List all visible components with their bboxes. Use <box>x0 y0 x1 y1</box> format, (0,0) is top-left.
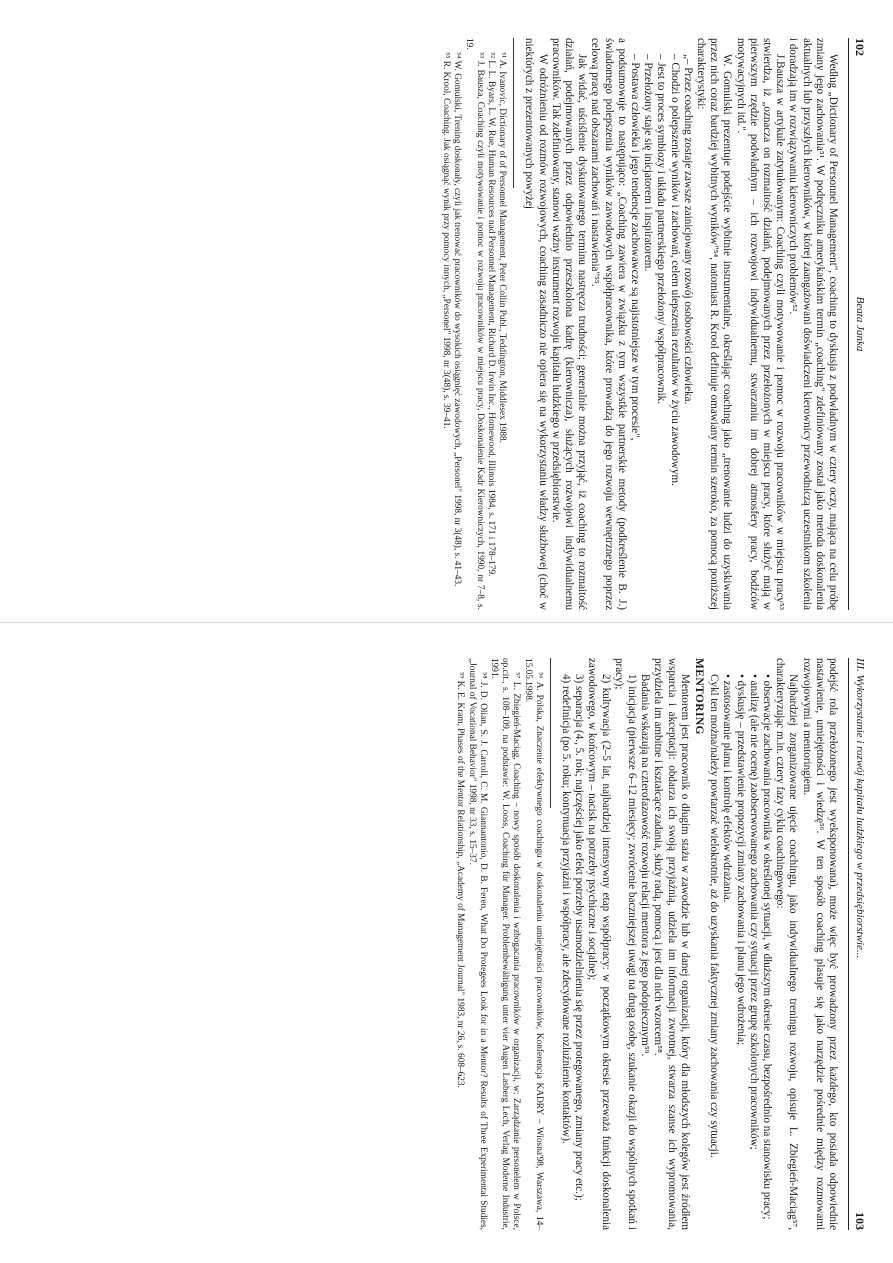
list-item: „– Przez coaching zostaje zawsze zainicjowany rozwój osobowości człowieka. <box>681 54 694 405</box>
paragraph: W. Gomulski prezentuje podejście wybitnie instrumentalne, określając coaching jako „trenowanie ludzi do uzyskiwania przez nich coraz bardziej wybitnych wyników"⁵⁴, natomiast R. Krool definiuje omawiany termin szeroko, za pomocą poniższej charakterystyki: <box>694 38 734 610</box>
list-item: 3) separacja (4., 5. rok; najczęściej jako efekt potrzeby usamodzielnienia się przez protegowanego, zmiany pracy etc.); <box>573 674 586 1201</box>
page-102 <box>0 22 893 622</box>
footnote: ⁵⁴ W. Gomulski, Trening doskonały, czyli jak trenować pracowników do wysokich osiągnięć zawodowych, „Personel" 1998, nr 3(48), s. 41–43. <box>452 52 463 587</box>
paragraph: W odróżnieniu od rozmów rozwojowych, coaching zasadniczo nie opiera się na wykorzystaniu władzy służbowej (choć w niektórych z prezentowanych powyżej <box>523 38 549 610</box>
page-body <box>454 658 839 1230</box>
footnotes <box>440 38 507 610</box>
page-fold <box>0 622 893 623</box>
paragraph: Według „Dictionary of Personnel Management", coaching to dyskusja z podwładnym w cztery oczy, mająca na celu próbę zmiany jego zachowania⁵¹. W podręczniku amerykańskim termin „coaching" zdefiniowany został jako metoda doskonalenia aktualnych lub przyszłych kierowników, w której zaangażowani doświadczeni kierownicy przewodniczą uczestnikom szkolenia i doradzają im w rozwiązywaniu kierowniczych problemów⁵². <box>787 38 839 610</box>
section-heading: MENTORING <box>692 658 705 735</box>
footnote-separator <box>513 38 514 188</box>
footnote-separator <box>550 658 551 808</box>
page-103 <box>0 642 893 1242</box>
running-head: III. Wykorzystanie i rozwój kapitału ludzkiego w przedsiębiorstwie... <box>854 658 866 959</box>
footnote: ⁵² L. L. Byars, L. W. Rue, Human Resources nad Personnel Management, Richard D. Irwin Inc., Homewood, Illinois 1984, s. 171 i 178–179. <box>485 52 496 577</box>
footnote: ⁵⁸ J. D. Olian, S. J. Carroll, C. M. Giannantonio, D. B. Feren, What Do Protegees Look for in a Mentor? Results of Three Experimental Studies, „Journal of Vocational Behavior" 1998, nr 33, s. 15–37. <box>466 658 488 1230</box>
list-item: 2) kultywacja (2–5 lat, najbardziej intensywny etap współpracy: w początkowym okresie przeważa funkcji doskonalenia zawodowego, w końcowym – nacisk na potrzeby psychiczne i socjalne); <box>586 658 612 1230</box>
footnote: ⁵⁷ L. Zbiegień-Maciąg, Coaching – nowy sposób doskonalenia i wzbogacania pracowników w organizacji, w: Zarządzanie personelem w Polsce, op.cit., s. 108–109, na podstawie: W. Looss, Coaching für Manager. Problembewältigung unter vier Augen Lasberg Lech, Verlag Moderne Industrie, 1991. <box>488 658 522 1230</box>
footnote: ⁵⁹ K. E. Kram, Phases of the Mentor Relationship, „Academy of Management Journal" 1983, nr 26, s. 608–623. <box>455 672 466 1088</box>
list-item: – Jest to proces symbiozy i układu partnerskiego przełożony/ współpracownik. <box>655 54 668 404</box>
footnote: ⁵⁵ R. Krool, Coaching. Jak osiągnąć wynik przy pomocy innych, „Personel" 1998, nr 3(48), s. 39–41. <box>441 52 452 429</box>
footnote: ⁵¹ A. Ivanovic, Dictionary of of Personnel Management, Peter Collin Publ., Teddington, Middlesex 1988. <box>497 52 508 443</box>
paragraph: J.Bausza w artykule zatytułowanym: Coaching czyli motywowanie i pomoc w rozwoju pracowników w miejscu pracy⁵³ stwierdza, iż „oznacza on rozmaitość działań, podejmowanych przez przełożonych w miejscu pracy, które służyć mają w pierwszym rzędzie podwładnym – ich rozwojowi indywidualnemu, stwarzaniu im dobrej atmosfery pracy, bodźców motywacyjnych itd.". <box>734 38 787 610</box>
footnote: ⁵³ J. Bausza, Coaching czyli motywowanie i pomoc w rozwoju pracowników w miejscu pracy, Doskonalenie Kadr Kierowniczych, 1990, nr 7–8, s. 19. <box>463 38 485 610</box>
list-item: – Postawa człowieka i jego tendencje zachowawcze są najistotniejsze w tym procesie", <box>628 54 641 441</box>
paragraph: Cykl ten można/należy powtarzać wielokrotnie, aż do uzyskania faktycznej zmiany zachowania czy sytuacji. <box>708 674 721 1158</box>
page-header <box>848 38 867 610</box>
list-item: • obserwacje zachowania pracownika w określonej sytuacji, w dłuższym okresie czasu, bezpośrednio na stanowisku pracy; <box>760 674 773 1220</box>
page-number: 103 <box>853 1212 867 1230</box>
paragraph: Badania wskazują na czterofazowość rozwoju relacji mentora z jego podopiecznym⁵⁹. <box>639 674 652 1057</box>
list-item: – Chodzi o polepszenie wyników i zachowań, celem ulepszenia rezultatów w życiu zawodowym. <box>668 54 681 486</box>
list-item: • zastosowanie planu i kontrolę efektów wdrażania. <box>721 674 734 903</box>
list-item: 4) redefinicja (po 5. roku; kontynuacja przyjaźni i współpracy, ale zdecydowane rozluźnienie kontaktów). <box>559 674 572 1144</box>
paragraph: a podsumowuje to następująco: „Coaching zawiera w związku z tym wszystkie partnerskie metody (podkreślenie B. J.) świadomego polepszenia wyników zawodowych współpracownika, które prowadzą do jego rozwoju wewnętrznego poprzez celową pracę nad obszarami zachowań i nastawienia"⁵⁵. <box>589 38 628 610</box>
footnote: ⁵⁶ A. Polska, Znaczenie efektywnego coachingu w doskonaleniu umiejętności pracowników, Konferencja KADRY – Wiosna'98, Warszawa, 14–15.05.1998. <box>522 658 544 1230</box>
list-item: 1) inicjacja (pierwsze 6–12 miesięcy; zwrócenie baczniejszej uwagi na drugą osobę, szukanie okazji do wspólnych spotkań i pracy); <box>612 658 638 1230</box>
footnotes <box>454 658 544 1230</box>
page-number: 102 <box>853 38 867 56</box>
running-head: Beata Janka <box>854 296 866 352</box>
paragraph: Jak widać, uściślenie dyskutowanego terminu nastręcza trudności; generalnie można przyjąć, iż coaching to rozmaitość działań, podejmowanych przez odpowiednio przeszkolona kadrę (kierownicza), służących rozwojowi indywidualnemu pracowników. Tak zdefiniowany, stanowi ważny instrument rozwoju kapitału ludzkiego w przedsiębiorstwie. <box>549 38 589 610</box>
paragraph: Najbardziej zorganizowane ujęcie coachingu, jako indywidualnego treningu rozwoju, opisuje L. Zbiegień-Maciąg⁵⁷, charakteryzując m.in. cztery fazy cyklu coachingowego: <box>774 658 800 1230</box>
paragraph: Mentorem jest pracownik o długim stażu w zawodzie lub w danej organizacji, który dla młodszych kolegów jest źródłem wsparcia i akceptacji: obdarza ich swoją przyjaźnią, udziela im informacji zwrotnej, stwarza szanse ich wypromowania, przydziela im ambitne i kształcące zadania, służy radą, pomocą i jest dla nich wzorcem⁵⁸. <box>652 658 691 1230</box>
list-item: • dyskusję – przedstawienie propozycji zmiany zachowania i planu jego wdrożenia; <box>734 674 747 1046</box>
paragraph: podejść rola przełożonego jest wyeksponowana), może więc być prowadzony przez każdego, kto posiada odpowiednie nastawienie, umiejętności i wiedzę⁵⁶. W ten sposób coaching plasuje się jako narzędzie pośrednie między rozmowami rozwojowymi a mentoringiem. <box>800 658 839 1230</box>
page-header <box>848 658 867 1230</box>
page-body <box>440 38 839 610</box>
list-item: – Przełożony staje się inicjatorem i inspiratorem. <box>642 54 655 272</box>
list-item: • analizę (ale nie ocenę) zaobserwowanego zachowania czy sytuacji przez grupę szkolonych pracowników; <box>747 674 760 1150</box>
